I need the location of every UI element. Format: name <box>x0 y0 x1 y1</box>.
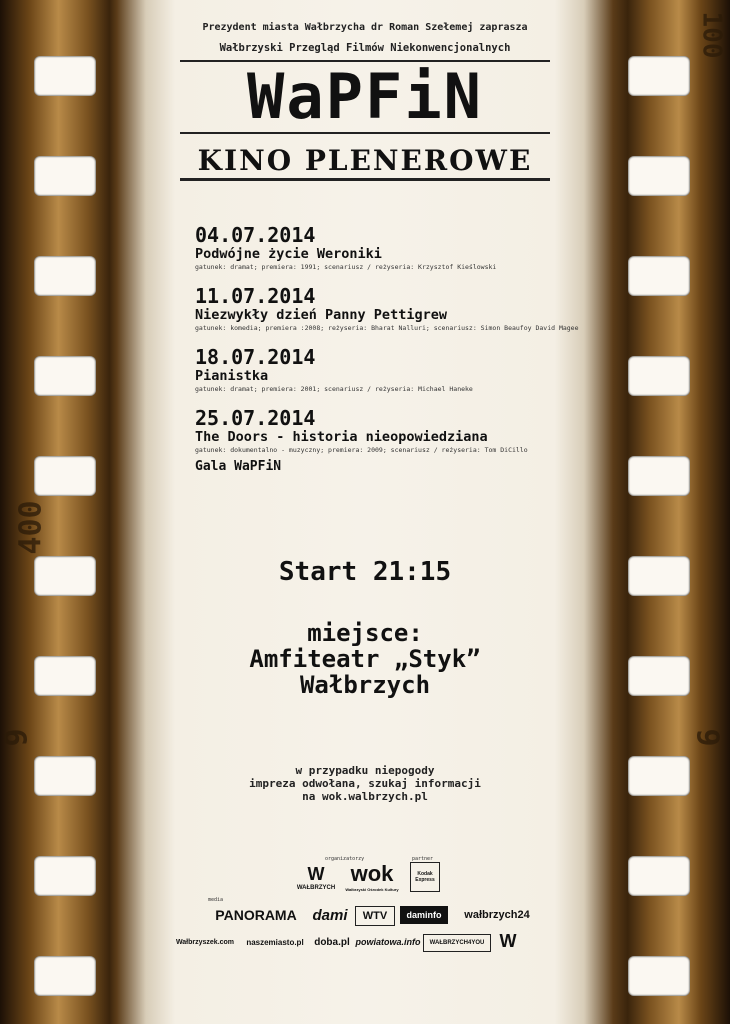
sprocket-hole <box>628 456 690 496</box>
sprocket-hole <box>34 756 96 796</box>
partner-label: partner <box>412 856 434 862</box>
wok-logo <box>342 860 402 892</box>
film-list <box>195 224 585 474</box>
wok-text: wok <box>350 860 394 886</box>
weather-notice <box>150 764 580 803</box>
weather-line-3: na wok.walbrzych.pl <box>302 790 428 803</box>
panorama-logo: PANORAMA <box>215 907 297 923</box>
poster-content <box>150 0 580 1024</box>
organizers-label: organizatorzy <box>325 856 365 862</box>
sprocket-hole <box>628 956 690 996</box>
film-date: 18.07.2014 <box>195 345 316 369</box>
film-date: 25.07.2014 <box>195 406 316 430</box>
daminfo-logo: daminfo <box>400 906 448 924</box>
presenter-line: Prezydent miasta Wałbrzycha dr Roman Szełemej zaprasza <box>202 22 528 33</box>
film-strip-right <box>628 0 700 1024</box>
walbrzych24-logo: wałbrzych24 <box>464 909 530 921</box>
festival-name: Wałbrzyski Przegląd Filmów Niekonwencjonalnych <box>219 42 511 54</box>
venue-city: Wałbrzych <box>299 671 431 699</box>
walbrzych4you-logo: WAŁBRZYCH4YOU <box>423 934 491 952</box>
edge-number-left: 400 <box>13 500 49 555</box>
film-meta: gatunek: dokumentalno - muzyczny; premiera: 2009; scenariusz / reżyseria: Tom DiCillo <box>195 446 528 454</box>
film-meta: gatunek: dramat; premiera: 2001; scenariusz / reżyseria: Michael Haneke <box>195 385 473 393</box>
weather-line-2: impreza odwołana, szukaj informacji <box>249 777 481 790</box>
start-time: Start 21:15 <box>278 557 452 587</box>
naszemiasto-logo: naszemiasto.pl <box>246 937 304 947</box>
sprocket-hole <box>628 656 690 696</box>
walbrzych-w-icon: W <box>307 863 325 884</box>
sprocket-hole <box>628 56 690 96</box>
venue-name: Amfiteatr „Styk” <box>249 645 481 673</box>
gala-label: Gala WaPFiN <box>195 459 282 474</box>
sprocket-hole <box>34 356 96 396</box>
event-subtitle: KINO PLENEROWE <box>180 144 550 181</box>
sprocket-hole <box>628 856 690 896</box>
sprocket-hole <box>628 556 690 596</box>
kodak-logo: Kodak Express <box>410 862 440 892</box>
film-title: Niezwykły dzień Panny Pettigrew <box>195 307 447 323</box>
sprocket-hole <box>628 756 690 796</box>
dami-logo: dami <box>312 906 348 924</box>
sprocket-hole <box>34 256 96 296</box>
wok-subtext: Wałbrzyski Ośrodek Kultury <box>345 886 399 892</box>
film-item <box>195 346 585 394</box>
film-title: The Doors - historia nieopowiedziana <box>195 429 488 445</box>
film-date: 11.07.2014 <box>195 284 316 308</box>
wtv-logo: WTV <box>355 906 395 926</box>
venue <box>150 620 580 698</box>
edge-number-left-2: 9 <box>0 728 35 747</box>
film-item <box>195 407 585 455</box>
sprocket-hole <box>34 156 96 196</box>
powiatowa-logo: powiatowa.info <box>355 937 421 947</box>
walbrzych-text: WAŁBRZYCH <box>296 884 336 891</box>
sprocket-hole <box>34 556 96 596</box>
walbrzych-logo <box>295 862 337 892</box>
sprocket-hole <box>34 456 96 496</box>
media-label: media <box>208 897 224 903</box>
walbrzyszek-logo: Wałbrzyszek.com <box>175 938 235 946</box>
film-date: 04.07.2014 <box>195 223 316 247</box>
film-title: Pianistka <box>195 368 269 384</box>
film-meta: gatunek: komedia; premiera :2008; reżyseria: Bharat Nalluri; scenariusz: Simon Beaufoy David Magee <box>195 324 579 332</box>
sprocket-hole <box>628 156 690 196</box>
edge-number-right-2: 9 <box>689 728 725 747</box>
sprocket-hole <box>628 256 690 296</box>
sprocket-hole <box>34 956 96 996</box>
film-item <box>195 285 585 333</box>
sprocket-hole <box>34 856 96 896</box>
edge-number-right: 100 <box>696 11 727 59</box>
festival-logo: WaPFiN <box>180 60 550 134</box>
venue-label: miejsce: <box>307 619 423 647</box>
w-logo-icon: W <box>499 930 517 951</box>
film-title: Podwójne życie Weroniki <box>195 246 382 262</box>
doba-logo: doba.pl <box>314 936 350 948</box>
film-item <box>195 224 585 272</box>
sprocket-hole <box>34 656 96 696</box>
sprocket-hole <box>628 356 690 396</box>
film-meta: gatunek: dramat; premiera: 1991; scenariusz / reżyseria: Krzysztof Kieślowski <box>195 263 497 271</box>
weather-line-1: w przypadku niepogody <box>295 764 435 777</box>
sprocket-hole <box>34 56 96 96</box>
